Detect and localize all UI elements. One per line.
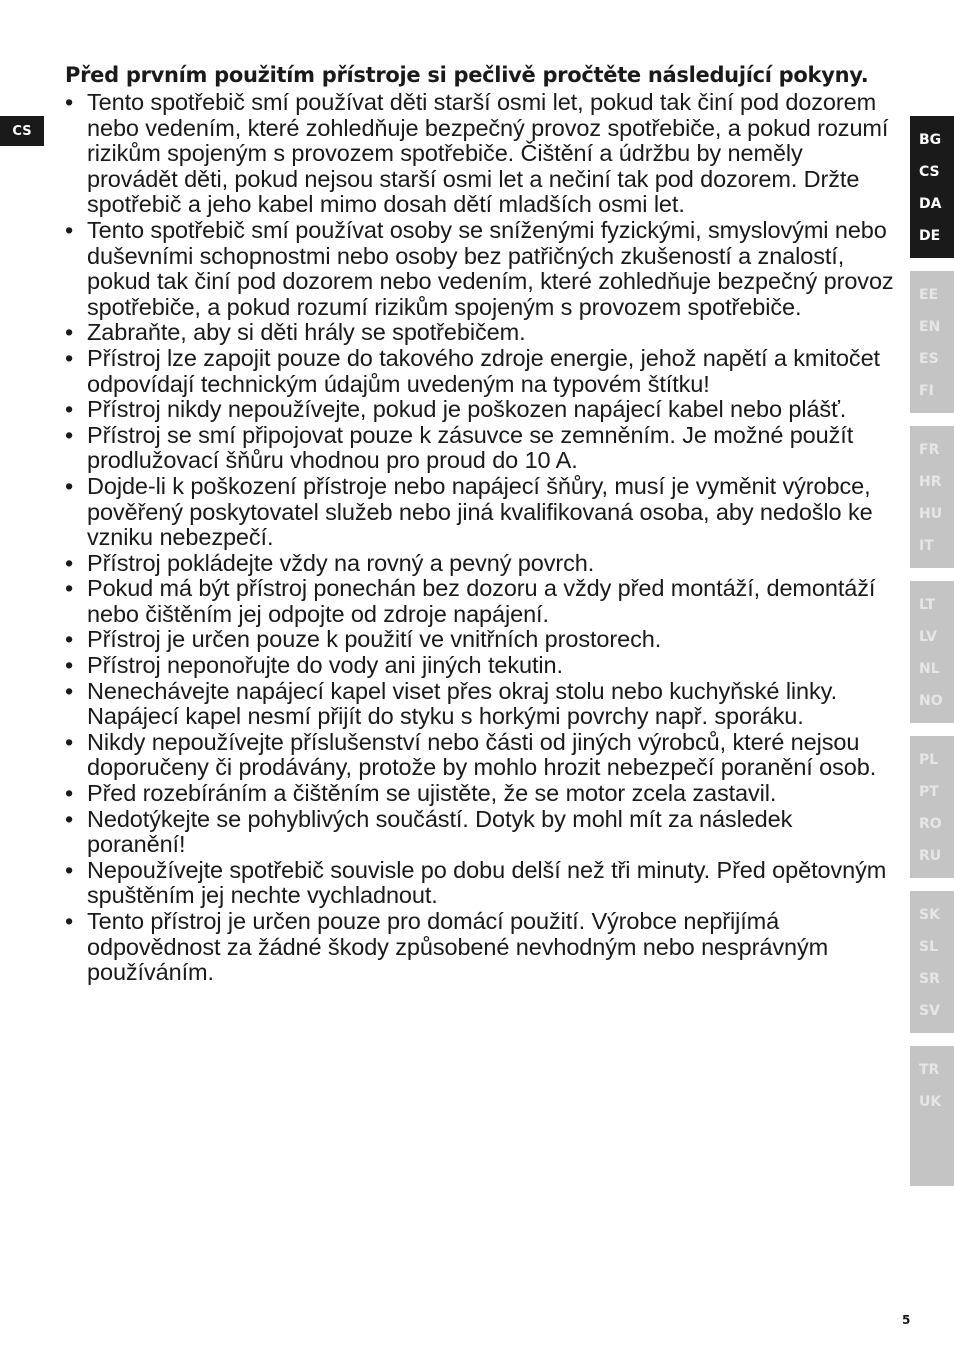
current-language-tag: CS bbox=[0, 116, 44, 146]
language-tab-fi[interactable]: FI bbox=[919, 383, 934, 399]
list-item: • Před rozebíráním a čištěním se ujistěte, že se motor zcela zastavil. bbox=[65, 781, 895, 807]
list-item: • Zabraňte, aby si děti hrály se spotřebičem. bbox=[65, 320, 895, 346]
language-tab-lt[interactable]: LT bbox=[919, 597, 936, 613]
page-number: 5 bbox=[902, 1313, 911, 1327]
list-item: • Tento přístroj je určen pouze pro domácí použití. Výrobce nepřijímá odpovědnost za žádné škody způsobené nevhodným nebo nesprávným používáním. bbox=[65, 909, 895, 986]
language-tab-en[interactable]: EN bbox=[919, 319, 941, 335]
page-title: Před prvním použitím přístroje si pečlivě pročtěte následující pokyny. bbox=[65, 63, 869, 87]
list-item: • Nedotýkejte se pohyblivých součástí. Dotyk by mohl mít za následek poranění! bbox=[65, 807, 895, 858]
language-index-sidebar bbox=[910, 116, 954, 1199]
list-item: • Přístroj nikdy nepoužívejte, pokud je poškozen napájecí kabel nebo plášť. bbox=[65, 397, 895, 423]
language-tab-cs[interactable]: CS bbox=[919, 164, 940, 180]
list-item: • Přístroj se smí připojovat pouze k zásuvce se zemněním. Je možné použít prodlužovací šňůru vhodnou pro proud do 10 A. bbox=[65, 423, 895, 474]
list-item: • Pokud má být přístroj ponechán bez dozoru a vždy před montáží, demontáží nebo čištěním jej odpojte od zdroje napájení. bbox=[65, 576, 895, 627]
list-item: • Přístroj je určen pouze k použití ve vnitřních prostorech. bbox=[65, 627, 895, 653]
language-tab-bg[interactable]: BG bbox=[919, 132, 942, 148]
list-item: • Nikdy nepoužívejte příslušenství nebo části od jiných výrobců, které nejsou doporučeny či prodávány, protože by mohlo hrozit nebezpečí poranění osob. bbox=[65, 730, 895, 781]
list-item: • Nenechávejte napájecí kapel viset přes okraj stolu nebo kuchyňské linky. Napájecí kapel nesmí přijít do styku s horkými povrchy např. sporáku. bbox=[65, 679, 895, 730]
list-item: • Přístroj neponořujte do vody ani jiných tekutin. bbox=[65, 653, 895, 679]
language-group-7 bbox=[910, 1046, 954, 1186]
language-group-2 bbox=[910, 271, 954, 413]
language-tab-it[interactable]: IT bbox=[919, 538, 934, 554]
language-tab-tr[interactable]: TR bbox=[919, 1062, 940, 1078]
list-item: • Tento spotřebič smí používat osoby se sníženými fyzickými, smyslovými nebo duševními schopnostmi nebo osoby bez patřičných zkušeností a znalostí, pokud tak činí pod dozorem nebo vedením, které zohledňuje bezpečný provoz spotřebiče, a pokud rozumí rizikům spojeným s provozem spotřebiče. bbox=[65, 218, 895, 320]
language-group-1 bbox=[910, 116, 954, 258]
language-tab-fr[interactable]: FR bbox=[919, 442, 940, 458]
language-tab-hr[interactable]: HR bbox=[919, 474, 942, 490]
language-tab-no[interactable]: NO bbox=[919, 693, 943, 709]
language-tab-ru[interactable]: RU bbox=[919, 848, 942, 864]
safety-instructions bbox=[65, 62, 895, 986]
language-tab-pt[interactable]: PT bbox=[919, 784, 939, 800]
language-tab-hu[interactable]: HU bbox=[919, 506, 943, 522]
language-tab-uk[interactable]: UK bbox=[919, 1094, 942, 1110]
language-tab-de[interactable]: DE bbox=[919, 228, 941, 244]
language-tab-sk[interactable]: SK bbox=[919, 907, 940, 923]
list-item: • Přístroj pokládejte vždy na rovný a pevný povrch. bbox=[65, 551, 895, 577]
language-group-6 bbox=[910, 891, 954, 1033]
language-tab-lv[interactable]: LV bbox=[919, 629, 937, 645]
language-tab-sl[interactable]: SL bbox=[919, 939, 939, 955]
language-tab-pl[interactable]: PL bbox=[919, 752, 939, 768]
language-group-5 bbox=[910, 736, 954, 878]
language-tab-nl[interactable]: NL bbox=[919, 661, 940, 677]
language-tab-sr[interactable]: SR bbox=[919, 971, 940, 987]
list-item: • Dojde-li k poškození přístroje nebo napájecí šňůry, musí je vyměnit výrobce, pověřený poskytovatel služeb nebo jiná kvalifikovaná osoba, aby nedošlo ke vzniku nebezpečí. bbox=[65, 474, 895, 551]
language-tab-ro[interactable]: RO bbox=[919, 816, 942, 832]
language-tab-da[interactable]: DA bbox=[919, 196, 942, 212]
language-tab-es[interactable]: ES bbox=[919, 351, 939, 367]
language-tab-ee[interactable]: EE bbox=[919, 287, 939, 303]
language-group-4 bbox=[910, 581, 954, 723]
list-item: • Tento spotřebič smí používat děti starší osmi let, pokud tak činí pod dozorem nebo vedením, které zohledňuje bezpečný provoz spotřebiče, a pokud rozumí rizikům spojeným s provozem spotřebiče. Čištění a údržbu by neměly provádět děti, pokud nejsou starší osmi let a nečiní tak pod dozorem. Držte spotřebič a jeho kabel mimo dosah dětí mladších osmi let. bbox=[65, 90, 895, 218]
instruction-list bbox=[65, 90, 895, 986]
list-item: • Nepoužívejte spotřebič souvisle po dobu delší než tři minuty. Před opětovným spuštěním jej nechte vychladnout. bbox=[65, 858, 895, 909]
language-tab-sv[interactable]: SV bbox=[919, 1003, 940, 1019]
language-group-3 bbox=[910, 426, 954, 568]
list-item: • Přístroj lze zapojit pouze do takového zdroje energie, jehož napětí a kmitočet odpovídají technickým údajům uvedeným na typovém štítku! bbox=[65, 346, 895, 397]
